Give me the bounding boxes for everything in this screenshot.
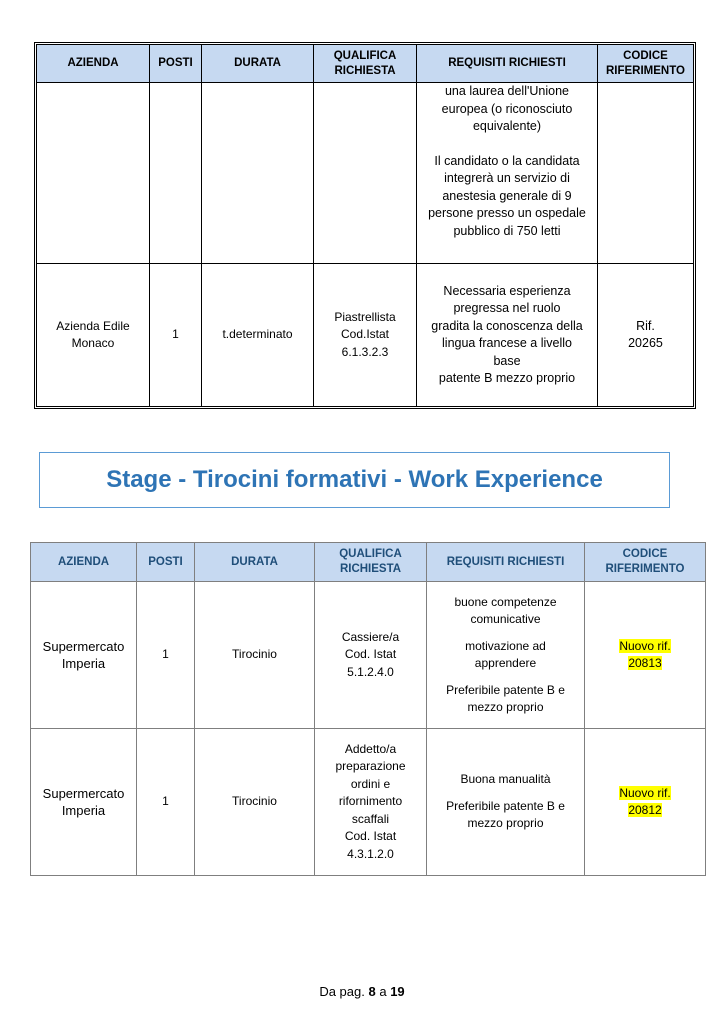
header-azienda: AZIENDA xyxy=(37,45,150,83)
codice-cell xyxy=(585,729,706,876)
job-table-1 xyxy=(36,44,694,407)
page-footer: Da pag. 8 a 19 xyxy=(319,984,405,999)
azienda-cell xyxy=(37,83,150,264)
qualifica-cell xyxy=(314,83,417,264)
azienda-cell: Supermercato Imperia xyxy=(31,582,137,729)
posti-cell: 1 xyxy=(137,729,195,876)
section-title-box xyxy=(39,452,670,508)
durata-cell: t.determinato xyxy=(202,264,314,407)
requisiti-cell: Necessaria esperienza pregressa nel ruolo gradita la conoscenza della lingua francese a livello base patente B mezzo proprio xyxy=(417,264,598,407)
requisiti-cell: una laurea dell'Unione europea (o riconosciuto equivalente) Il candidato o la candidata integrerà un servizio di anestesia generale di 9 persone presso un ospedale pubblico di 750 letti xyxy=(417,83,598,264)
table-header-row xyxy=(37,45,694,83)
table-header-row xyxy=(31,543,706,582)
table-row xyxy=(37,83,694,264)
codice-cell: Rif. 20265 xyxy=(598,264,694,407)
azienda-cell: Supermercato Imperia xyxy=(31,729,137,876)
posti-cell: 1 xyxy=(137,582,195,729)
azienda-cell: Azienda Edile Monaco xyxy=(37,264,150,407)
codice-cell xyxy=(598,83,694,264)
new-ref-highlight: Nuovo rif. 20812 xyxy=(619,785,671,817)
header-qualifica: QUALIFICA RICHIESTA xyxy=(314,45,417,83)
header-codice: CODICE RIFERIMENTO xyxy=(598,45,694,83)
durata-cell: Tirocinio xyxy=(195,582,315,729)
header-qualifica: QUALIFICA RICHIESTA xyxy=(315,543,427,582)
header-requisiti: REQUISITI RICHIESTI xyxy=(417,45,598,83)
header-codice: CODICE RIFERIMENTO xyxy=(585,543,706,582)
header-posti: POSTI xyxy=(150,45,202,83)
requisiti-cell: Buona manualità Preferibile patente B e mezzo proprio xyxy=(427,729,585,876)
qualifica-cell: Addetto/a preparazione ordini e rifornimento scaffali Cod. Istat 4.3.1.2.0 xyxy=(315,729,427,876)
qualifica-cell: Piastrellista Cod.Istat 6.1.3.2.3 xyxy=(314,264,417,407)
header-durata: DURATA xyxy=(195,543,315,582)
requisiti-cell: buone competenze comunicative motivazione ad apprendere Preferibile patente B e mezzo proprio xyxy=(427,582,585,729)
qualifica-cell: Cassiere/a Cod. Istat 5.1.2.4.0 xyxy=(315,582,427,729)
table-row xyxy=(31,582,706,729)
header-requisiti: REQUISITI RICHIESTI xyxy=(427,543,585,582)
stage-table xyxy=(30,542,706,876)
header-posti: POSTI xyxy=(137,543,195,582)
codice-cell xyxy=(585,582,706,729)
posti-cell: 1 xyxy=(150,264,202,407)
header-azienda: AZIENDA xyxy=(31,543,137,582)
section-title: Stage - Tirocini formativi - Work Experience xyxy=(106,466,603,493)
header-durata: DURATA xyxy=(202,45,314,83)
table-row xyxy=(31,729,706,876)
new-ref-highlight: Nuovo rif. 20813 xyxy=(619,638,671,670)
posti-cell xyxy=(150,83,202,264)
table-row xyxy=(37,264,694,407)
durata-cell: Tirocinio xyxy=(195,729,315,876)
durata-cell xyxy=(202,83,314,264)
